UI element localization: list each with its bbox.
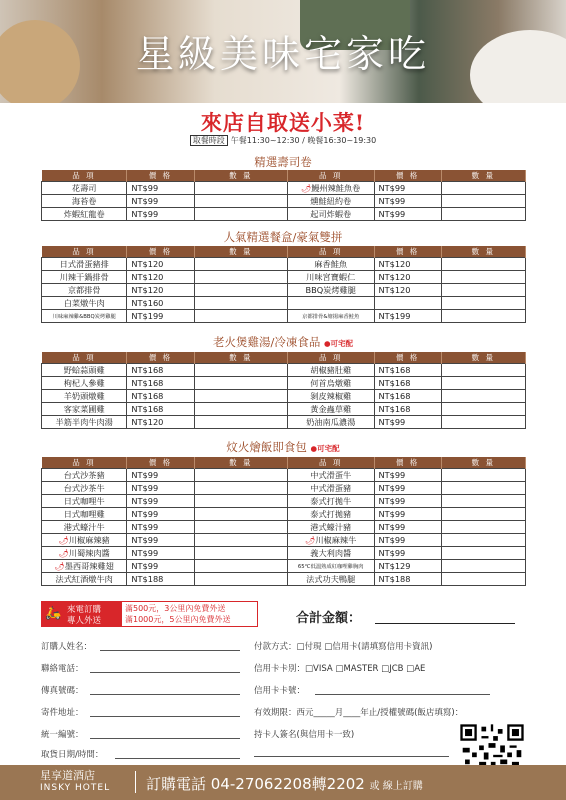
chili-icon: 🌶	[305, 535, 316, 545]
item-name: 燻鮭紐約卷	[287, 195, 374, 208]
qty-input[interactable]	[194, 310, 287, 323]
pickup-field[interactable]	[115, 758, 240, 759]
column-header: 數 量	[441, 170, 525, 182]
qty-input[interactable]	[441, 377, 525, 390]
item-name: 炸蝦紅龍卷	[42, 208, 127, 221]
qty-input[interactable]	[441, 364, 525, 377]
scooter-icon: 🛵	[45, 606, 62, 621]
item-name: 枸杞人參雞	[42, 377, 127, 390]
item-price: NT$120	[127, 416, 194, 429]
item-price: NT$99	[374, 182, 441, 195]
signature-field[interactable]	[254, 756, 449, 757]
qty-input[interactable]	[194, 258, 287, 271]
expiry-label: 有效期限：西元_____月____年止/授權號碼(飯店填寫)：	[254, 708, 464, 718]
qty-input[interactable]	[441, 195, 525, 208]
item-price: NT$99	[374, 469, 441, 482]
qty-input[interactable]	[194, 469, 287, 482]
qty-input[interactable]	[441, 547, 525, 560]
table-row	[42, 573, 526, 586]
item-name: 何首烏燉雞	[287, 377, 374, 390]
headline: 來店自取送小菜!	[200, 110, 366, 135]
column-header: 品 項	[42, 457, 127, 469]
item-name: 野蛤蒜頭雞	[42, 364, 127, 377]
item-name: 剝皮辣椒雞	[287, 390, 374, 403]
total-label: 合計金額：	[296, 611, 362, 626]
item-name	[287, 297, 374, 310]
item-name: 黃金蟲草雞	[287, 403, 374, 416]
item-name: 花壽司	[42, 182, 127, 195]
phone-field[interactable]	[90, 672, 240, 673]
bento-table	[41, 246, 526, 323]
section-title-bento: 人氣精選餐盒/豪氣雙拼	[223, 230, 343, 244]
address-field[interactable]	[90, 716, 240, 717]
item-name: 奶油南瓜濃湯	[287, 416, 374, 429]
item-price: NT$99	[127, 469, 194, 482]
item-price: NT$120	[127, 271, 194, 284]
qty-input[interactable]	[194, 573, 287, 586]
column-header: 品 項	[42, 170, 127, 182]
item-name: 日式咖哩雞	[42, 508, 127, 521]
qty-input[interactable]	[194, 534, 287, 547]
item-name: 中式滑蛋豬	[287, 482, 374, 495]
item-price: NT$120	[127, 284, 194, 297]
table-row	[42, 469, 526, 482]
column-header: 數 量	[194, 246, 287, 258]
item-name: 🌶墨西哥辣雞翅	[42, 560, 127, 573]
qty-input[interactable]	[194, 482, 287, 495]
card-no-label: 信用卡卡號：	[254, 686, 306, 696]
column-header: 品 項	[287, 170, 374, 182]
item-price: NT$99	[127, 534, 194, 547]
item-price: NT$168	[374, 364, 441, 377]
item-name: 義大利肉醬	[287, 547, 374, 560]
chili-icon: 🌶	[301, 183, 312, 193]
item-price: NT$120	[374, 258, 441, 271]
hotel-logo: 星享道酒店 INSKY HOTEL	[40, 769, 111, 793]
divider	[135, 771, 136, 793]
item-name: 川味宮寶蝦仁	[287, 271, 374, 284]
table-row	[42, 534, 526, 547]
qty-input[interactable]	[194, 271, 287, 284]
item-price: NT$99	[127, 495, 194, 508]
item-name: 🌶川椒麻辣豬	[42, 534, 127, 547]
page-title: 星級美味宅家吃	[135, 32, 430, 76]
item-price: NT$99	[374, 495, 441, 508]
promo-line-2: 滿1000元，5公里內免費外送	[125, 615, 231, 624]
qty-input[interactable]	[441, 403, 525, 416]
item-name: 京都排骨	[42, 284, 127, 297]
column-header: 數 量	[194, 170, 287, 182]
item-price: NT$99	[127, 482, 194, 495]
item-name: 🌶川蜀辣肉醬	[42, 547, 127, 560]
item-price: NT$160	[127, 297, 194, 310]
section-title-soup: 老火煲雞湯/冷凍食品 ●可宅配	[212, 335, 354, 349]
table-row	[42, 297, 526, 310]
item-price: NT$99	[127, 182, 194, 195]
qty-input[interactable]	[194, 521, 287, 534]
table-row	[42, 195, 526, 208]
section-title-rice: 炆火燴飯即食包 ●可宅配	[226, 440, 340, 454]
pay-method[interactable]: 付款方式：□付現 □信用卡(請填寫信用卡資訊)	[254, 642, 433, 652]
table-row	[42, 560, 526, 573]
qty-input[interactable]	[441, 182, 525, 195]
item-price: NT$99	[374, 521, 441, 534]
item-name: BBQ炭烤雞腿	[287, 284, 374, 297]
item-price: NT$99	[127, 560, 194, 573]
item-name: 🌶川椒麻辣牛	[287, 534, 374, 547]
fax-field[interactable]	[90, 694, 240, 695]
column-header: 價 格	[374, 246, 441, 258]
qty-input[interactable]	[194, 364, 287, 377]
fax-label: 傳真號碼：	[41, 686, 84, 696]
qty-input[interactable]	[441, 390, 525, 403]
item-name: 65℃低溫熟成紅咖哩雞胸肉	[287, 560, 374, 573]
item-price: NT$199	[374, 310, 441, 323]
header-banner	[0, 0, 566, 103]
phone-label: 聯絡電話：	[41, 664, 84, 674]
soup-table	[41, 352, 526, 429]
item-price: NT$168	[374, 403, 441, 416]
qty-input[interactable]	[441, 521, 525, 534]
table-row	[42, 271, 526, 284]
table-row	[42, 390, 526, 403]
qty-input[interactable]	[441, 495, 525, 508]
item-name: 川味麻辣雞&BBQ炭烤雞腿	[42, 310, 127, 323]
pickup-label: 取貨日期/時間：	[41, 750, 104, 760]
column-header: 品 項	[287, 352, 374, 364]
item-name: 海苔卷	[42, 195, 127, 208]
table-row	[42, 377, 526, 390]
qty-input[interactable]	[441, 482, 525, 495]
item-price: NT$99	[127, 547, 194, 560]
item-price: NT$168	[127, 390, 194, 403]
item-name: 京都排骨&塘揚麻香鮭魚	[287, 310, 374, 323]
sushi-table	[41, 170, 526, 221]
table-row	[42, 208, 526, 221]
promo-badge: 🛵 來電訂購 專人外送	[42, 602, 122, 626]
footer	[0, 765, 566, 800]
item-price: NT$99	[374, 534, 441, 547]
table-row	[42, 547, 526, 560]
item-price: NT$199	[127, 310, 194, 323]
qty-input[interactable]	[441, 208, 525, 221]
table-row	[42, 310, 526, 323]
qty-input[interactable]	[441, 534, 525, 547]
item-price: NT$188	[374, 573, 441, 586]
item-name: 半筋半肉牛肉湯	[42, 416, 127, 429]
item-price: NT$99	[127, 508, 194, 521]
name-field[interactable]	[100, 650, 240, 651]
item-price: NT$168	[374, 377, 441, 390]
qty-input[interactable]	[441, 469, 525, 482]
qty-input[interactable]	[441, 310, 525, 323]
item-name: 港式蠔汁牛	[42, 521, 127, 534]
table-row	[42, 508, 526, 521]
item-name: 胡椒豬肚雞	[287, 364, 374, 377]
qty-input[interactable]	[194, 182, 287, 195]
item-price: NT$129	[374, 560, 441, 573]
qty-input[interactable]	[441, 508, 525, 521]
item-name: 起司炸蝦卷	[287, 208, 374, 221]
times-tag: 取餐時段	[190, 135, 228, 146]
column-header: 價 格	[127, 457, 194, 469]
item-price: NT$99	[127, 208, 194, 221]
item-name: 法式功夫鴨腿	[287, 573, 374, 586]
item-price: NT$99	[374, 482, 441, 495]
table-row	[42, 416, 526, 429]
item-price: NT$120	[127, 258, 194, 271]
delivery-promo	[41, 601, 258, 627]
column-header: 價 格	[127, 352, 194, 364]
qty-input[interactable]	[194, 297, 287, 310]
item-name: 日式滑蛋豬排	[42, 258, 127, 271]
column-header: 數 量	[194, 457, 287, 469]
tax-id-field[interactable]	[90, 738, 240, 739]
card-type[interactable]: 信用卡卡別：□VISA □MASTER □JCB □AE	[254, 664, 426, 674]
item-name: 羊奶頭燉雞	[42, 390, 127, 403]
name-label: 訂購人姓名：	[41, 642, 93, 652]
qty-input[interactable]	[194, 403, 287, 416]
table-row	[42, 284, 526, 297]
qty-input[interactable]	[441, 416, 525, 429]
item-price: NT$99	[374, 208, 441, 221]
qty-input[interactable]	[194, 547, 287, 560]
address-label: 寄件地址：	[41, 708, 84, 718]
item-name: 川辣干鍋排骨	[42, 271, 127, 284]
column-header: 數 量	[441, 457, 525, 469]
tax-id-label: 統一編號：	[41, 730, 84, 740]
table-row	[42, 495, 526, 508]
column-header: 品 項	[42, 352, 127, 364]
table-row	[42, 258, 526, 271]
qty-input[interactable]	[441, 560, 525, 573]
column-header: 數 量	[194, 352, 287, 364]
qty-input[interactable]	[194, 416, 287, 429]
column-header: 價 格	[374, 170, 441, 182]
column-header: 數 量	[441, 352, 525, 364]
chili-icon: 🌶	[58, 548, 69, 558]
qty-input[interactable]	[441, 258, 525, 271]
table-row	[42, 182, 526, 195]
total-field[interactable]	[375, 623, 515, 624]
item-name: 客家菜圃雞	[42, 403, 127, 416]
column-header: 價 格	[127, 170, 194, 182]
chili-icon: 🌶	[54, 561, 65, 571]
card-no-field[interactable]	[315, 694, 490, 695]
section-title-sushi: 精選壽司卷	[254, 155, 312, 169]
item-price: NT$168	[127, 377, 194, 390]
item-name: 麻香鮭魚	[287, 258, 374, 271]
qty-input[interactable]	[441, 284, 525, 297]
item-price: NT$120	[374, 271, 441, 284]
item-price: NT$168	[374, 390, 441, 403]
item-name: 泰式打拋牛	[287, 495, 374, 508]
item-price: NT$188	[127, 573, 194, 586]
column-header: 品 項	[287, 457, 374, 469]
qty-input[interactable]	[441, 271, 525, 284]
qty-input[interactable]	[441, 297, 525, 310]
item-price: NT$99	[374, 195, 441, 208]
qty-input[interactable]	[441, 573, 525, 586]
table-row	[42, 364, 526, 377]
table-row	[42, 403, 526, 416]
item-name: 日式咖哩牛	[42, 495, 127, 508]
item-name: 港式蠔汁豬	[287, 521, 374, 534]
rice-table	[41, 457, 526, 586]
table-row	[42, 521, 526, 534]
times-text: 午餐11:30~12:30 / 晚餐16:30~19:30	[230, 136, 377, 145]
item-name: 台式沙茶豬	[42, 469, 127, 482]
item-price: NT$99	[374, 416, 441, 429]
item-price	[374, 297, 441, 310]
item-price: NT$168	[127, 403, 194, 416]
column-header: 品 項	[42, 246, 127, 258]
column-header: 價 格	[374, 457, 441, 469]
column-header: 價 格	[127, 246, 194, 258]
item-price: NT$99	[374, 547, 441, 560]
signature-label: 持卡人簽名(與信用卡一致)	[254, 730, 355, 740]
qty-input[interactable]	[194, 195, 287, 208]
item-name: 台式沙茶牛	[42, 482, 127, 495]
item-price: NT$99	[127, 521, 194, 534]
qty-input[interactable]	[194, 208, 287, 221]
qty-input[interactable]	[194, 284, 287, 297]
table-row	[42, 482, 526, 495]
item-price: NT$168	[127, 364, 194, 377]
item-name: 白菜燉牛肉	[42, 297, 127, 310]
qty-input[interactable]	[194, 377, 287, 390]
column-header: 品 項	[287, 246, 374, 258]
item-name: 🌶鰻州辣鮭魚卷	[287, 182, 374, 195]
chili-icon: 🌶	[58, 535, 69, 545]
item-price: NT$99	[127, 195, 194, 208]
item-name: 中式滑蛋牛	[287, 469, 374, 482]
column-header: 數 量	[441, 246, 525, 258]
item-name: 法式紅酒燉牛肉	[42, 573, 127, 586]
qty-input[interactable]	[194, 495, 287, 508]
item-name: 泰式打拋豬	[287, 508, 374, 521]
item-price: NT$99	[374, 508, 441, 521]
item-price: NT$120	[374, 284, 441, 297]
column-header: 價 格	[374, 352, 441, 364]
qty-input[interactable]	[194, 390, 287, 403]
pickup-times	[0, 135, 566, 146]
qty-input[interactable]	[194, 560, 287, 573]
promo-line-1: 滿500元，3公里內免費外送	[125, 604, 226, 613]
order-phone[interactable]: 訂購電話 04-27062208轉2202 或 線上訂購	[146, 775, 423, 793]
qty-input[interactable]	[194, 508, 287, 521]
